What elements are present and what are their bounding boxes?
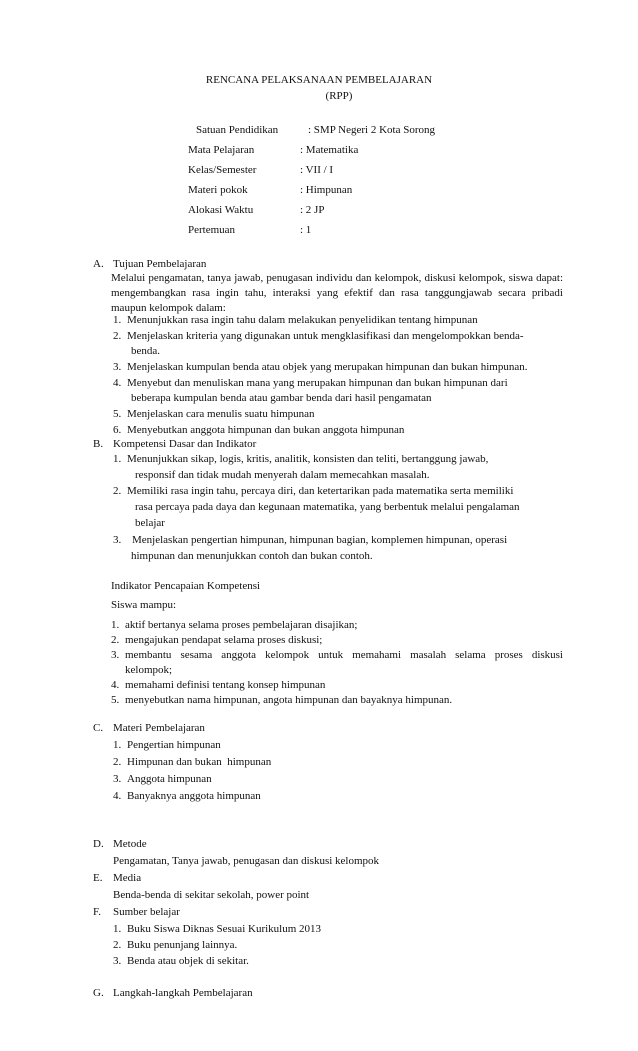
- section-title: Tujuan Pembelajaran: [113, 258, 207, 270]
- identity-value: : Matematika: [300, 144, 359, 156]
- section-letter: B.: [93, 438, 104, 450]
- list-item: Banyaknya anggota himpunan: [127, 790, 261, 802]
- identity-value: : VII / I: [300, 164, 334, 176]
- identity-label: Materi pokok: [188, 184, 248, 196]
- identity-value: : 2 JP: [300, 204, 325, 216]
- section-title: Sumber belajar: [113, 906, 180, 918]
- list-item: Menjelaskan pengertian himpunan, himpunan bagian, komplemen himpunan, operasi: [132, 534, 508, 546]
- list-number: 2.: [111, 634, 120, 646]
- list-number: 4.: [111, 679, 120, 691]
- list-item: Buku Siswa Diknas Sesuai Kurikulum 2013: [127, 923, 322, 935]
- section-letter: F.: [93, 906, 101, 918]
- section-letter: D.: [93, 838, 104, 850]
- list-item: Menjelaskan kumpulan benda atau objek yang merupakan himpunan dan bukan himpunan.: [127, 361, 528, 373]
- list-number: 1.: [113, 739, 122, 751]
- list-item: Menjelaskan cara menulis suatu himpunan: [127, 408, 315, 420]
- section-intro: Melalui pengamatan, tanya jawab, penugasan individu dan kelompok, diskusi kelompok, siswa dapat: mengembangkan rasa ingin tahu, interaksi yang efektif dan rasa tanggungjawab secara pribadi maupun kelompok dalam:: [111, 272, 563, 314]
- list-item: menyebutkan nama himpunan, angota himpunan dan bayaknya himpunan.: [125, 694, 453, 706]
- list-item: Benda atau objek di sekitar.: [127, 955, 249, 967]
- section-title: Metode: [113, 838, 147, 850]
- list-number: 1.: [113, 453, 122, 465]
- section-title: Materi Pembelajaran: [113, 722, 205, 734]
- section-body: Benda-benda di sekitar sekolah, power point: [113, 889, 310, 901]
- list-number: 5.: [113, 408, 122, 420]
- indicator-title: Indikator Pencapaian Kompetensi: [111, 580, 261, 592]
- list-item: Menunjukkan sikap, logis, kritis, analitik, konsisten dan teliti, bertanggung jawab,: [127, 453, 489, 465]
- list-item: aktif bertanya selama proses pembelajaran disajikan;: [125, 619, 358, 631]
- identity-label: Satuan Pendidikan: [196, 124, 279, 136]
- list-item-continuation: belajar: [135, 517, 165, 529]
- list-number: 6.: [113, 424, 122, 436]
- list-item-continuation: kelompok;: [125, 664, 173, 676]
- document-subtitle: (RPP): [325, 90, 353, 102]
- list-item: Menunjukkan rasa ingin tahu dalam melakukan penyelidikan tentang himpunan: [127, 314, 478, 326]
- list-item: memahami definisi tentang konsep himpunan: [125, 679, 326, 691]
- document-title: RENCANA PELAKSANAAN PEMBELAJARAN: [205, 74, 433, 86]
- list-number: 4.: [113, 377, 122, 389]
- list-item: Anggota himpunan: [127, 773, 212, 785]
- list-number: 2.: [113, 330, 122, 342]
- list-item-continuation: benda.: [131, 345, 161, 357]
- section-letter: C.: [93, 722, 104, 734]
- identity-value: : Himpunan: [300, 184, 353, 196]
- list-item: membantu sesama anggota kelompok untuk memahami masalah selama proses diskusi: [125, 649, 563, 661]
- indicator-lead: Siswa mampu:: [111, 599, 177, 611]
- identity-label: Mata Pelajaran: [188, 144, 255, 156]
- identity-label: Kelas/Semester: [188, 164, 257, 176]
- list-item-continuation: himpunan dan menunjukkan contoh dan bukan contoh.: [131, 550, 373, 562]
- list-number: 1.: [113, 314, 122, 326]
- list-item: Buku penunjang lainnya.: [127, 939, 238, 951]
- list-item: Menyebut dan menuliskan mana yang merupakan himpunan dan bukan himpunan dari: [127, 377, 508, 389]
- list-number: 4.: [113, 790, 122, 802]
- list-item: Pengertian himpunan: [127, 739, 221, 751]
- section-title: Kompetensi Dasar dan Indikator: [113, 438, 257, 450]
- list-item: mengajukan pendapat selama proses diskusi;: [125, 634, 323, 646]
- list-item: Menjelaskan kriteria yang digunakan untuk mengklasifikasi dan mengelompokkan benda-: [127, 330, 524, 342]
- list-item: Memiliki rasa ingin tahu, percaya diri, dan ketertarikan pada matematika serta memiliki: [127, 485, 514, 497]
- list-number: 3.: [113, 361, 122, 373]
- list-number: 2.: [113, 756, 122, 768]
- identity-value: : 1: [300, 224, 312, 236]
- section-body: Pengamatan, Tanya jawab, penugasan dan diskusi kelompok: [113, 855, 380, 867]
- identity-label: Pertemuan: [188, 224, 236, 236]
- list-item-continuation: beberapa kumpulan benda atau gambar benda dari hasil pengamatan: [131, 392, 432, 404]
- identity-label: Alokasi Waktu: [188, 204, 254, 216]
- list-item-continuation: responsif dan tidak mudah menyerah dalam memecahkan masalah.: [135, 469, 430, 481]
- section-title: Langkah-langkah Pembelajaran: [113, 987, 253, 999]
- list-number: 2.: [113, 485, 122, 497]
- list-number: 2.: [113, 939, 122, 951]
- identity-value: : SMP Negeri 2 Kota Sorong: [308, 124, 436, 136]
- list-number: 1.: [113, 923, 122, 935]
- list-number: 3.: [113, 773, 122, 785]
- section-title: Media: [113, 872, 142, 884]
- section-letter: A.: [93, 258, 104, 270]
- section-letter: G.: [93, 987, 104, 999]
- list-number: 5.: [111, 694, 120, 706]
- list-item: Himpunan dan bukan himpunan: [127, 756, 272, 768]
- list-item: Menyebutkan anggota himpunan dan bukan anggota himpunan: [127, 424, 405, 436]
- list-number: 1.: [111, 619, 120, 631]
- list-item-continuation: rasa percaya pada daya dan kegunaan matematika, yang berbentuk melalui pengalaman: [135, 501, 520, 513]
- section-letter: E.: [93, 872, 103, 884]
- list-number: 3.: [111, 649, 120, 661]
- list-number: 3.: [113, 955, 122, 967]
- list-number: 3.: [113, 534, 122, 546]
